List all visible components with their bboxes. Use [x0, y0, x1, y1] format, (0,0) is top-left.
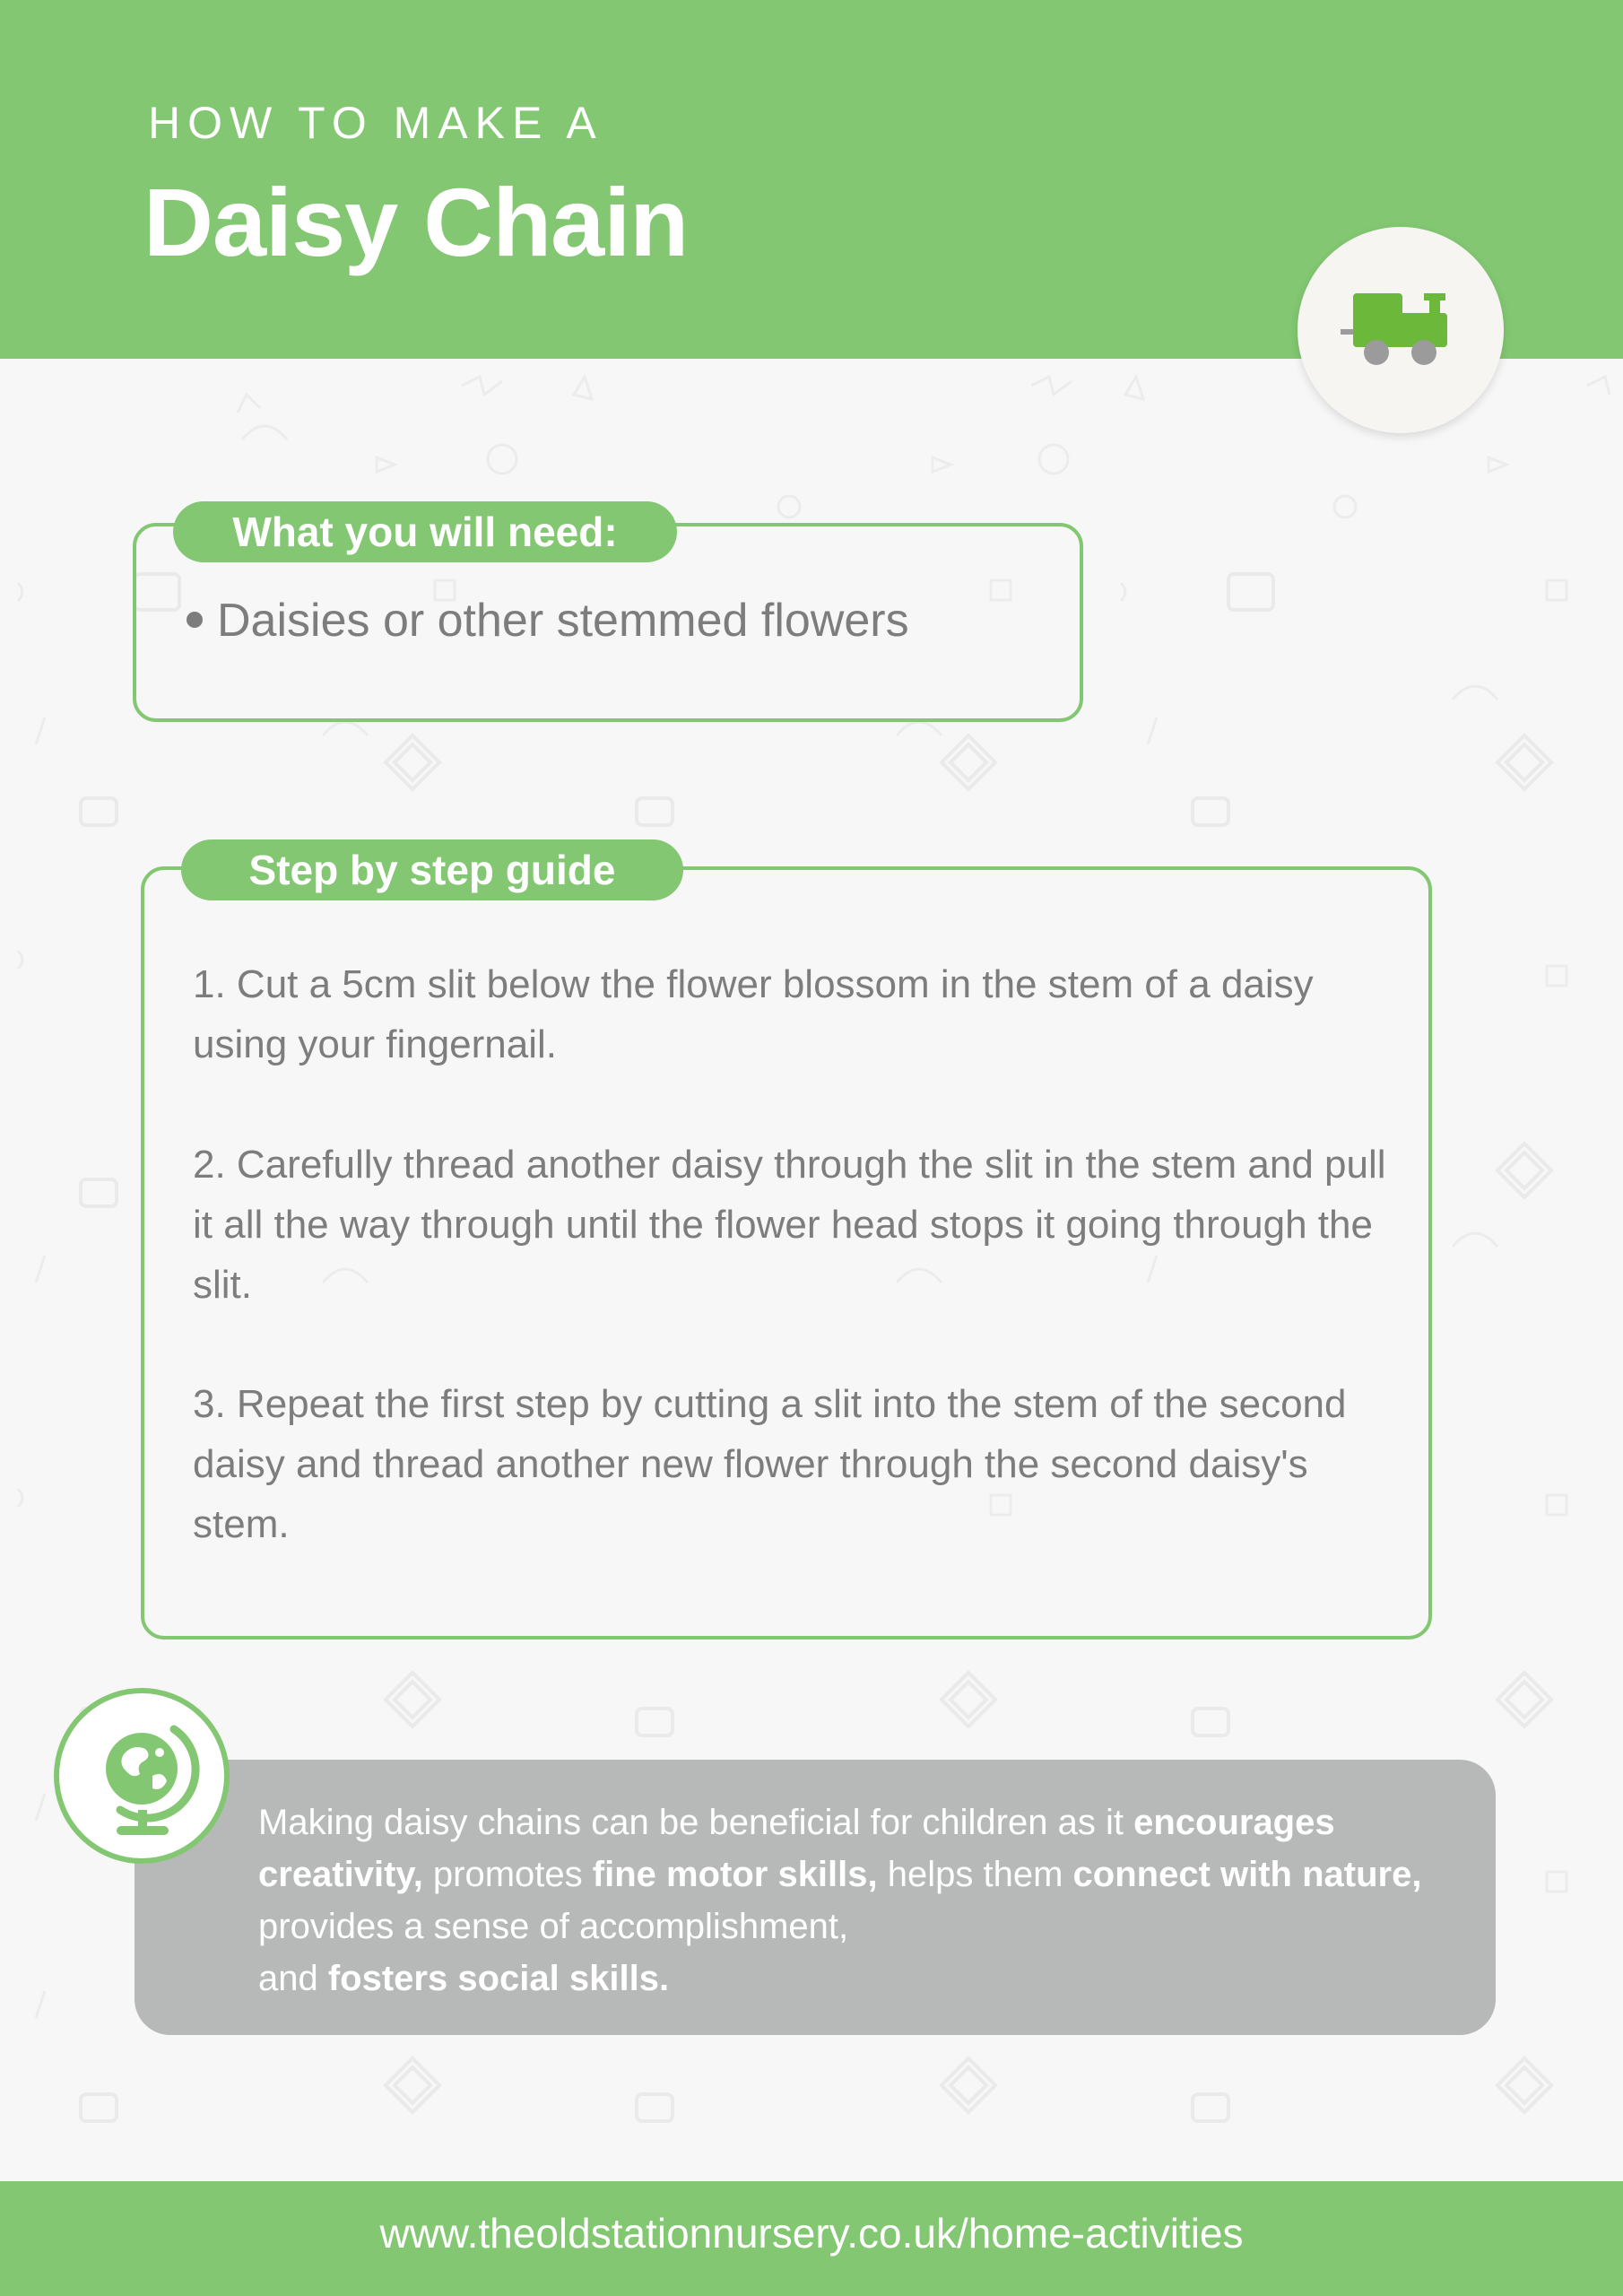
- globe-badge: [54, 1688, 230, 1864]
- train-icon: [1338, 281, 1463, 370]
- step-3: 3. Repeat the first step by cutting a slit into the stem of the second daisy and thread another new flower through the second daisy's stem.: [193, 1382, 1347, 1546]
- footer-url-link[interactable]: www.theoldstationnursery.co.uk/home-activities: [379, 2210, 1244, 2257]
- step-2: 2. Carefully thread another daisy through the slit in the stem and pull it all the way through until the flower head stops it going through the slit.: [193, 1143, 1386, 1307]
- need-item-label: Daisies or other stemmed flowers: [217, 595, 909, 647]
- page-kicker: HOW TO MAKE A: [148, 98, 603, 148]
- needs-heading: What you will need:: [173, 501, 677, 562]
- list-item: [187, 594, 909, 648]
- globe-icon: [86, 1717, 203, 1842]
- bullet-icon: [187, 612, 203, 628]
- page-title: Daisy Chain: [143, 168, 689, 276]
- guide-heading: Step by step guide: [181, 839, 683, 900]
- benefits-text: Making daisy chains can be beneficial for children as it encourages creativity, promotes fine motor skills, helps them connect with nature, provides a sense of accomplishment, and fosters social skills.: [258, 1803, 1422, 1998]
- step-1: 1. Cut a 5cm slit below the flower blossom in the stem of a daisy using your fingernail.: [193, 962, 1314, 1066]
- logo-badge: [1298, 227, 1504, 433]
